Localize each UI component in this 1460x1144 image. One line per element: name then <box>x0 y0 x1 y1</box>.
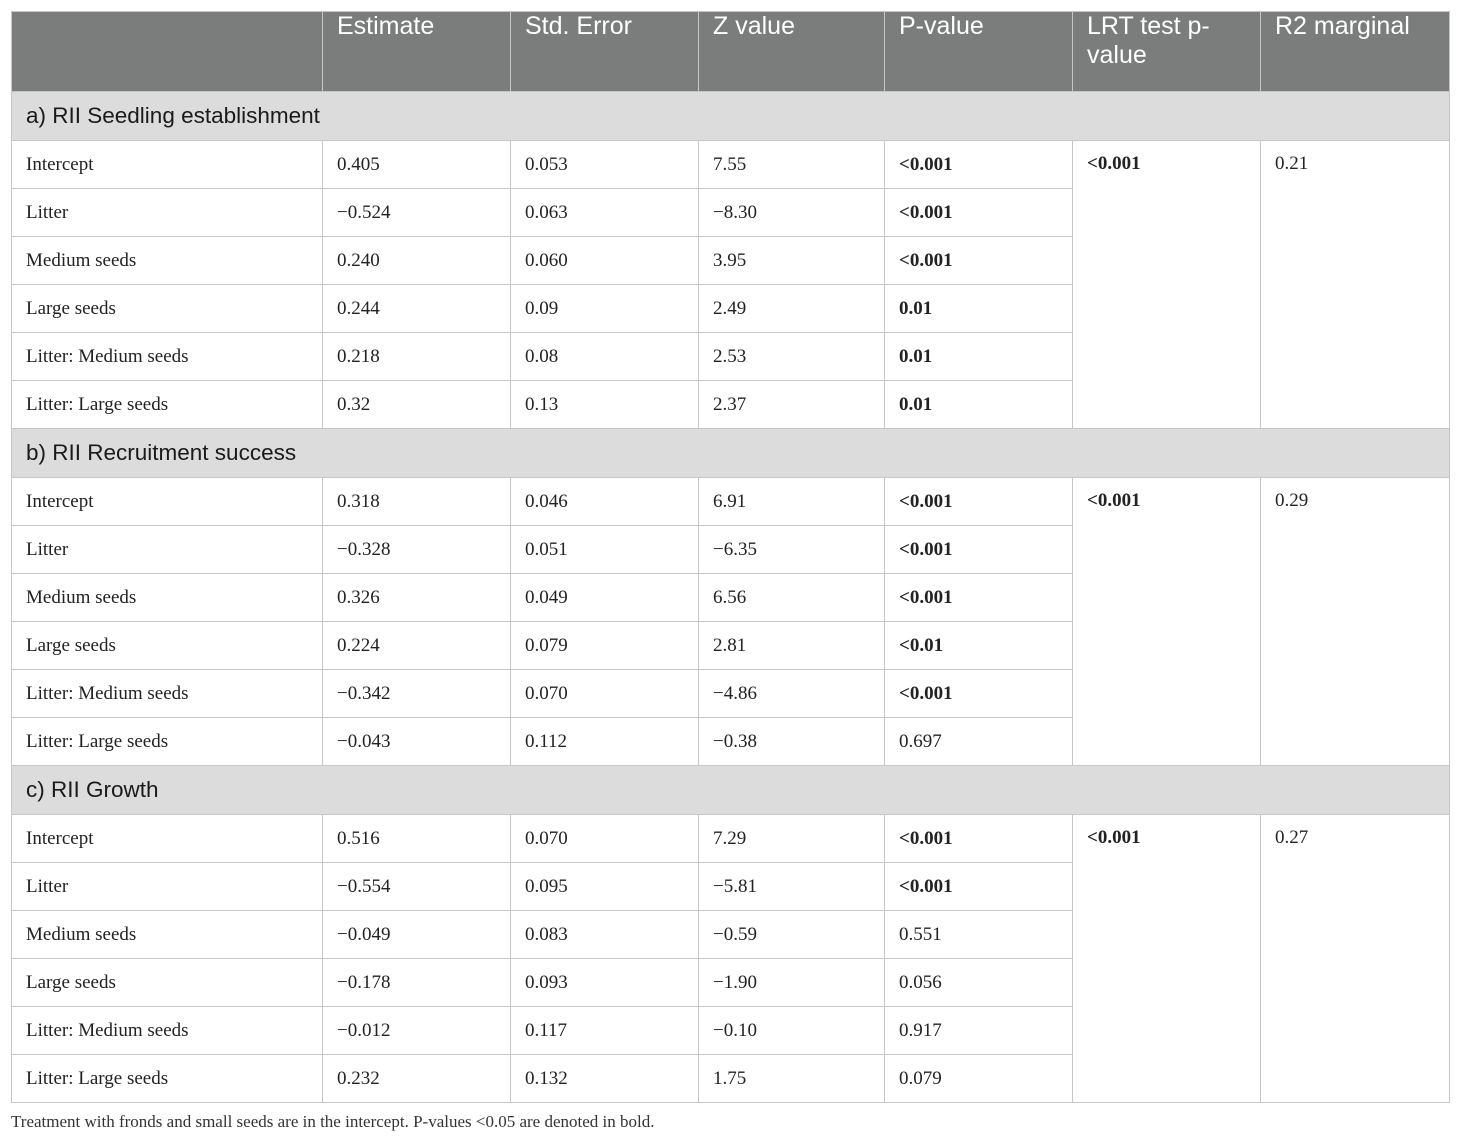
estimate-cell: 0.405 <box>323 141 511 189</box>
std-error-cell: 0.13 <box>511 381 699 429</box>
p-value-cell: 0.056 <box>885 959 1073 1007</box>
header-lrt-p-value: LRT test p-value <box>1073 12 1261 92</box>
p-value-cell: <0.001 <box>885 141 1073 189</box>
estimate-cell: −0.328 <box>323 526 511 574</box>
std-error-cell: 0.046 <box>511 478 699 526</box>
std-error-cell: 0.079 <box>511 622 699 670</box>
std-error-cell: 0.070 <box>511 670 699 718</box>
z-value-cell: −8.30 <box>699 189 885 237</box>
estimate-cell: −0.342 <box>323 670 511 718</box>
std-error-cell: 0.053 <box>511 141 699 189</box>
section-header-row <box>12 92 1450 141</box>
z-value-cell: 6.91 <box>699 478 885 526</box>
header-r2-marginal: R2 marginal <box>1261 12 1450 92</box>
term-cell: Medium seeds <box>12 911 323 959</box>
term-cell: Intercept <box>12 141 323 189</box>
std-error-cell: 0.063 <box>511 189 699 237</box>
std-error-cell: 0.083 <box>511 911 699 959</box>
section-header-row <box>12 429 1450 478</box>
p-value-cell: 0.697 <box>885 718 1073 766</box>
z-value-cell: −1.90 <box>699 959 885 1007</box>
estimate-cell: −0.012 <box>323 1007 511 1055</box>
estimate-cell: −0.524 <box>323 189 511 237</box>
estimate-cell: 0.224 <box>323 622 511 670</box>
estimate-cell: 0.240 <box>323 237 511 285</box>
z-value-cell: −4.86 <box>699 670 885 718</box>
term-cell: Litter <box>12 863 323 911</box>
header-term <box>12 12 323 92</box>
term-cell: Medium seeds <box>12 574 323 622</box>
z-value-cell: 1.75 <box>699 1055 885 1103</box>
std-error-cell: 0.08 <box>511 333 699 381</box>
p-value-cell: <0.001 <box>885 237 1073 285</box>
std-error-cell: 0.070 <box>511 815 699 863</box>
term-cell: Litter <box>12 189 323 237</box>
estimate-cell: −0.178 <box>323 959 511 1007</box>
p-value-cell: <0.001 <box>885 189 1073 237</box>
header-row <box>12 12 1450 92</box>
r2-marginal-cell: 0.27 <box>1261 815 1450 1103</box>
term-cell: Litter <box>12 526 323 574</box>
z-value-cell: 2.37 <box>699 381 885 429</box>
p-value-cell: <0.001 <box>885 574 1073 622</box>
table-row <box>12 478 1450 526</box>
term-cell: Litter: Medium seeds <box>12 670 323 718</box>
std-error-cell: 0.051 <box>511 526 699 574</box>
std-error-cell: 0.09 <box>511 285 699 333</box>
header-std-error: Std. Error <box>511 12 699 92</box>
lrt-p-value-cell: <0.001 <box>1073 141 1261 429</box>
p-value-cell: 0.01 <box>885 285 1073 333</box>
estimate-cell: −0.554 <box>323 863 511 911</box>
p-value-cell: <0.001 <box>885 863 1073 911</box>
section-header-row <box>12 766 1450 815</box>
term-cell: Large seeds <box>12 285 323 333</box>
table-row <box>12 815 1450 863</box>
term-cell: Large seeds <box>12 622 323 670</box>
header-p-value: P-value <box>885 12 1073 92</box>
p-value-cell: 0.917 <box>885 1007 1073 1055</box>
term-cell: Litter: Medium seeds <box>12 1007 323 1055</box>
section-title: a) RII Seedling establishment <box>12 92 1450 141</box>
p-value-cell: <0.01 <box>885 622 1073 670</box>
std-error-cell: 0.132 <box>511 1055 699 1103</box>
results-table <box>11 11 1450 1103</box>
p-value-cell: <0.001 <box>885 670 1073 718</box>
std-error-cell: 0.060 <box>511 237 699 285</box>
lrt-p-value-cell: <0.001 <box>1073 478 1261 766</box>
std-error-cell: 0.095 <box>511 863 699 911</box>
p-value-cell: 0.01 <box>885 333 1073 381</box>
estimate-cell: 0.218 <box>323 333 511 381</box>
term-cell: Litter: Large seeds <box>12 718 323 766</box>
table-header <box>12 12 1450 92</box>
z-value-cell: −0.59 <box>699 911 885 959</box>
p-value-cell: <0.001 <box>885 815 1073 863</box>
z-value-cell: 3.95 <box>699 237 885 285</box>
header-estimate: Estimate <box>323 12 511 92</box>
z-value-cell: 7.29 <box>699 815 885 863</box>
estimate-cell: 0.326 <box>323 574 511 622</box>
p-value-cell: 0.01 <box>885 381 1073 429</box>
z-value-cell: 7.55 <box>699 141 885 189</box>
r2-marginal-cell: 0.29 <box>1261 478 1450 766</box>
term-cell: Intercept <box>12 815 323 863</box>
z-value-cell: −5.81 <box>699 863 885 911</box>
table-row <box>12 141 1450 189</box>
p-value-cell: 0.551 <box>885 911 1073 959</box>
term-cell: Large seeds <box>12 959 323 1007</box>
z-value-cell: 6.56 <box>699 574 885 622</box>
estimate-cell: 0.516 <box>323 815 511 863</box>
std-error-cell: 0.049 <box>511 574 699 622</box>
term-cell: Litter: Medium seeds <box>12 333 323 381</box>
term-cell: Litter: Large seeds <box>12 381 323 429</box>
z-value-cell: −0.38 <box>699 718 885 766</box>
z-value-cell: −0.10 <box>699 1007 885 1055</box>
estimate-cell: 0.244 <box>323 285 511 333</box>
section-title: c) RII Growth <box>12 766 1450 815</box>
p-value-cell: <0.001 <box>885 526 1073 574</box>
z-value-cell: −6.35 <box>699 526 885 574</box>
z-value-cell: 2.53 <box>699 333 885 381</box>
estimate-cell: −0.049 <box>323 911 511 959</box>
p-value-cell: 0.079 <box>885 1055 1073 1103</box>
term-cell: Litter: Large seeds <box>12 1055 323 1103</box>
p-value-cell: <0.001 <box>885 478 1073 526</box>
estimate-cell: 0.32 <box>323 381 511 429</box>
std-error-cell: 0.112 <box>511 718 699 766</box>
estimate-cell: 0.318 <box>323 478 511 526</box>
estimate-cell: 0.232 <box>323 1055 511 1103</box>
std-error-cell: 0.117 <box>511 1007 699 1055</box>
estimate-cell: −0.043 <box>323 718 511 766</box>
lrt-p-value-cell: <0.001 <box>1073 815 1261 1103</box>
header-z-value: Z value <box>699 12 885 92</box>
table-body <box>12 92 1450 1103</box>
table-footnote: Treatment with fronds and small seeds are in the intercept. P-values <0.05 are denoted in bold. <box>11 1112 655 1131</box>
term-cell: Intercept <box>12 478 323 526</box>
term-cell: Medium seeds <box>12 237 323 285</box>
section-title: b) RII Recruitment success <box>12 429 1450 478</box>
r2-marginal-cell: 0.21 <box>1261 141 1450 429</box>
z-value-cell: 2.49 <box>699 285 885 333</box>
z-value-cell: 2.81 <box>699 622 885 670</box>
std-error-cell: 0.093 <box>511 959 699 1007</box>
